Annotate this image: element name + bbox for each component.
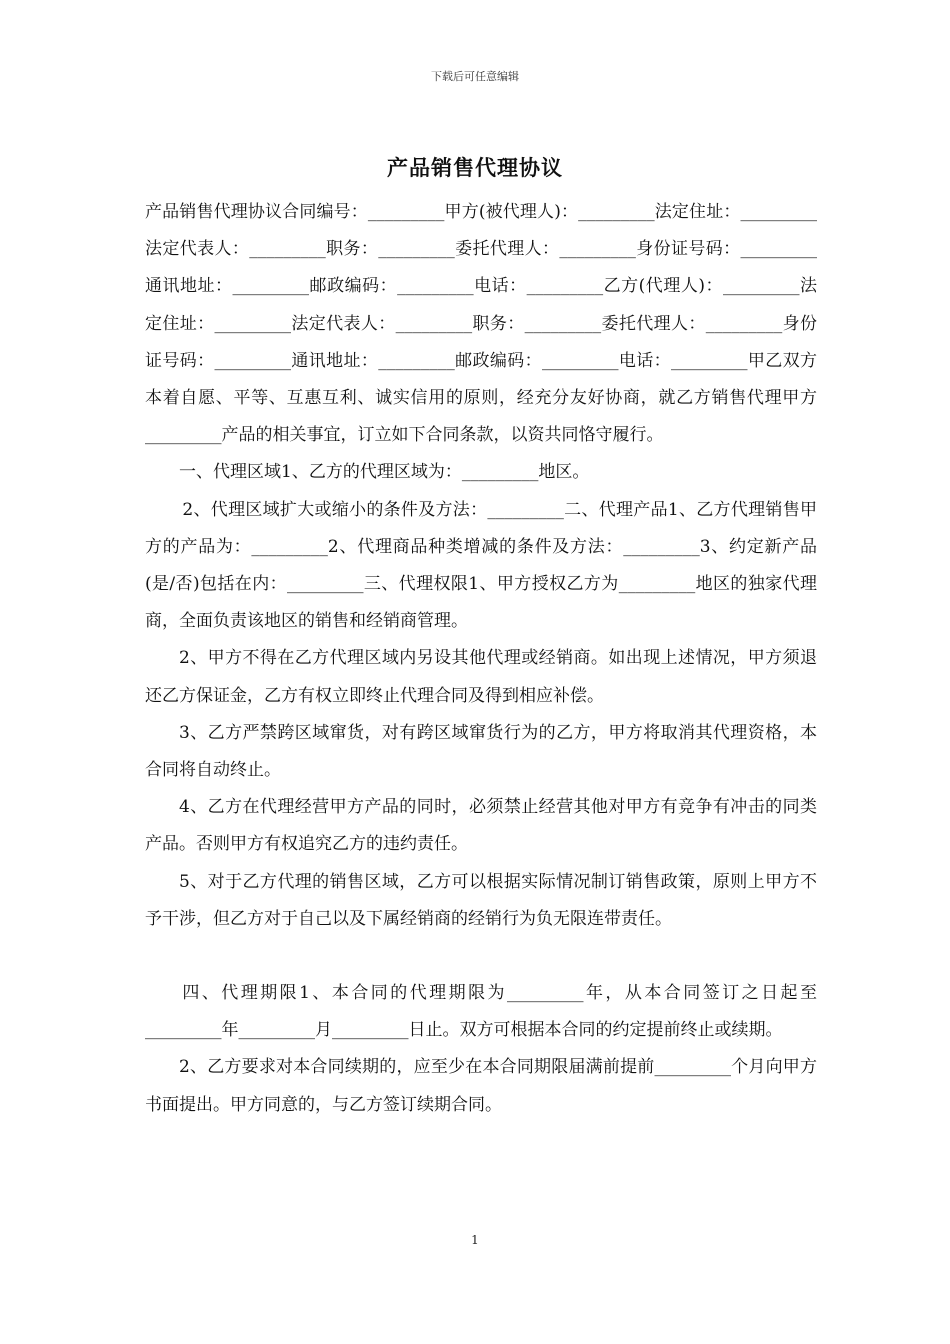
paragraph-clause-3-5: 5、对于乙方代理的销售区域，乙方可以根据实际情况制订销售政策，原则上甲方不予干涉，但乙方对于自己以及下属经销商的经销行为负无限连带责任。 — [145, 871, 817, 929]
paragraph-clause-4-2: 2、乙方要求对本合同续期的，应至少在本合同期限届满前提前_________个月向甲方书面提出。甲方同意的，与乙方签订续期合同。 — [145, 1057, 817, 1115]
paragraph-gap — [145, 938, 817, 975]
paragraph-clause-3-3: 3、乙方严禁跨区域窜货，对有跨区域窜货行为的乙方，甲方将取消其代理资格，本合同将自动终止。 — [145, 722, 817, 781]
paragraph-clause-3-4: 4、乙方在代理经营甲方产品的同时，必须禁止经营其他对甲方有竞争有冲击的同类产品。否则甲方有权追究乙方的违约责任。 — [145, 797, 817, 855]
paragraph-clause-1-2: 2、代理区域扩大或缩小的条件及方法：_________二、代理产品1、乙方代理销售甲方的产品为：_________2、代理商品种类增减的条件及方法：_________3、约定新产品(是/否)包括在内：_________三、代理权限1、甲方授权乙方为_________地区的独家代理商，全面负责该地区的销售和经销商管理。 — [145, 499, 817, 632]
document-title: 产品销售代理协议 — [387, 155, 563, 180]
header-note: 下载后可任意编辑 — [431, 70, 519, 83]
paragraph-clause-3-2: 2、甲方不得在乙方代理区域内另设其他代理或经销商。如出现上述情况，甲方须退还乙方保证金，乙方有权立即终止代理合同及得到相应补偿。 — [145, 648, 817, 706]
paragraph-clause-4: 四、代理期限1、本合同的代理期限为_________年，从本合同签订之日起至_________年_________月_________日止。双方可根据本合同的约定提前终止或续期。 — [145, 983, 817, 1041]
document-body — [145, 194, 817, 1124]
paragraph-clause-1: 一、代理区域1、乙方的代理区域为：_________地区。 — [179, 462, 590, 483]
page-number: 1 — [471, 1233, 479, 1247]
paragraph-parties: 产品销售代理协议合同编号：_________甲方(被代理人)：_________法定住址：_________法定代表人：_________职务：_________委托代理人：_________身份证号码：_________通讯地址：_________邮政编码：_________电话：_________乙方(代理人)：_________法定住址：_________法定代表人：_________职务：_________委托代理人：_________身份证号码：_________通讯地址：_________邮政编码：_________电话：_________甲乙双方本着自愿、平等、互惠互利、诚实信用的原则，经充分友好协商，就乙方销售代理甲方_________产品的相关事宜，订立如下合同条款，以资共同恪守履行。 — [145, 202, 817, 446]
